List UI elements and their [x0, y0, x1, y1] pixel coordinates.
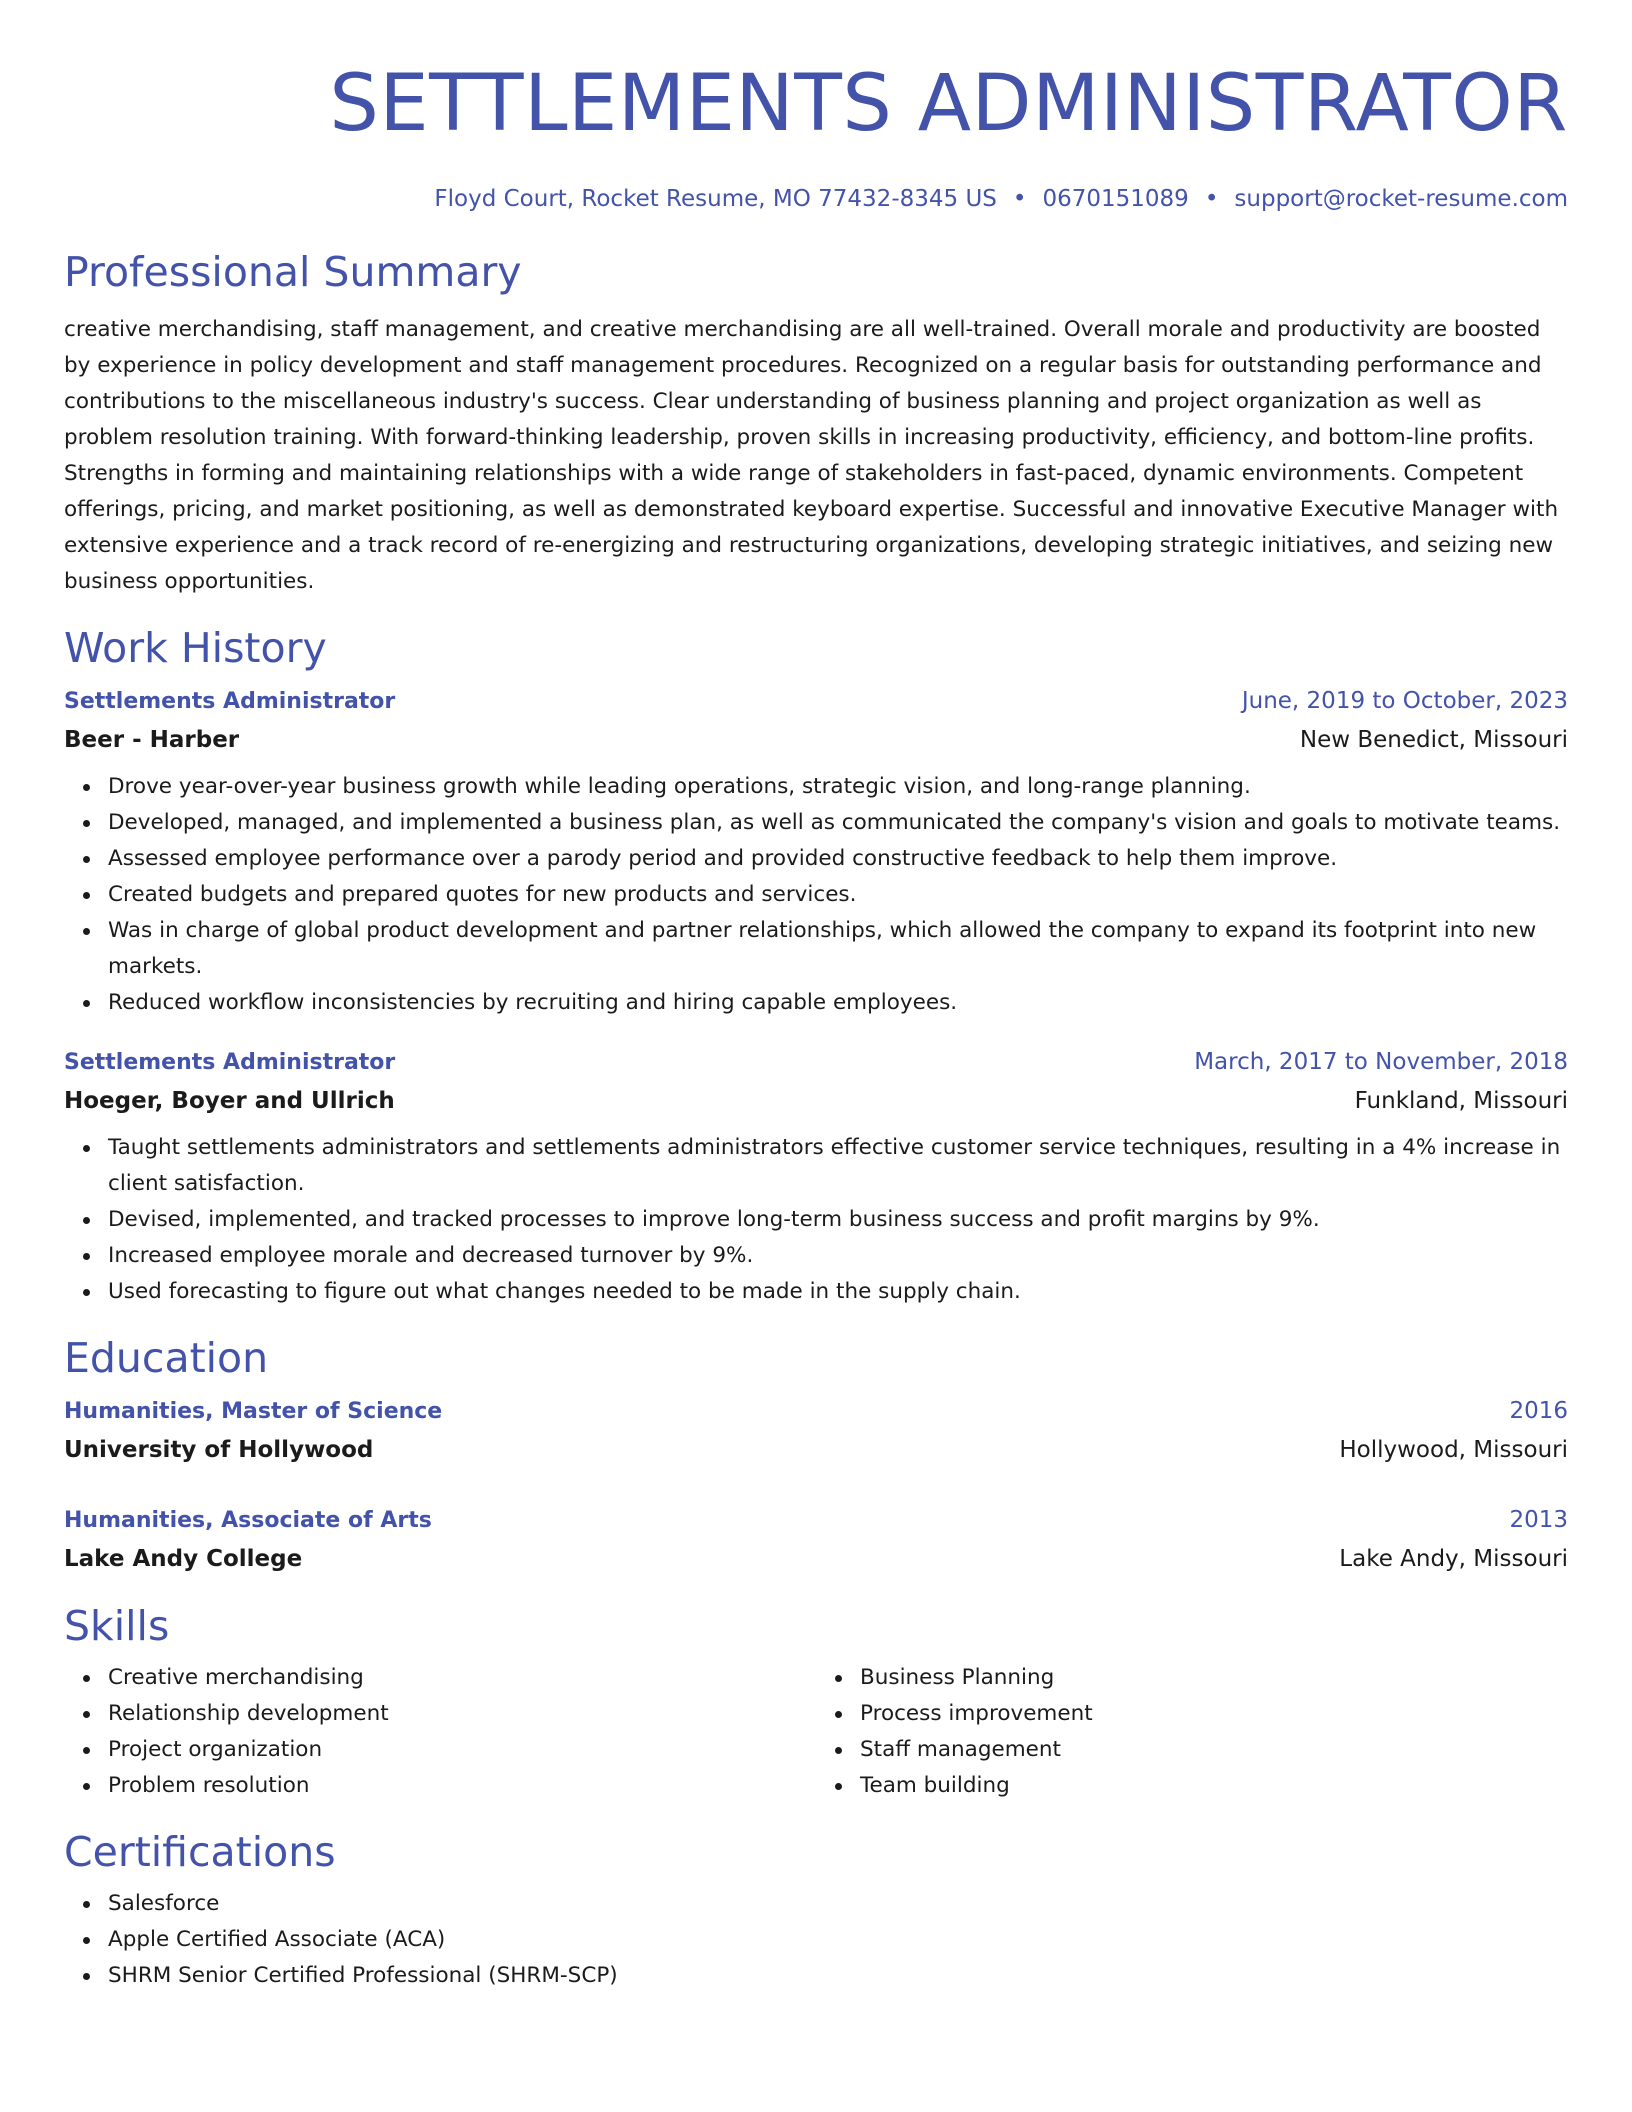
section-title-work-history: Work History	[64, 624, 327, 672]
contact-separator: •	[1204, 186, 1219, 212]
skill-item: Project organization	[108, 1732, 816, 1768]
job-entry	[64, 682, 1568, 1021]
skill-item: Creative merchandising	[108, 1660, 816, 1696]
job-bullet-list	[64, 1130, 1568, 1310]
job-location: Funkland, Missouri	[1354, 1088, 1568, 1114]
skill-item: Process improvement	[860, 1696, 1568, 1732]
summary-text: creative merchandising, staff management, and creative merchandising are all well-trained. Overall morale and productivity are boosted by experience in policy development and staff management procedures. Recognized on a regular basis for outstanding performance and contributions to the miscellaneous industry's success. Clear understanding of business planning and project organization as well as problem resolution training. With forward-thinking leadership, proven skills in increasing productivity, efficiency, and bottom-line profits. Strengths in forming and maintaining relationships with a wide range of stakeholders in fast-paced, dynamic environments. Competent offerings, pricing, and market positioning, as well as demonstrated keyboard expertise. Successful and innovative Executive Manager with extensive experience and a track record of re-energizing and restructuring organizations, developing strategic initiatives, and seizing new business opportunities.	[64, 317, 1559, 594]
list-item: Assessed employee performance over a parody period and provided constructive feedback to help them improve.	[108, 841, 1568, 877]
certification-item: SHRM Senior Certified Professional (SHRM-SCP)	[108, 1958, 1568, 1994]
education-year: 2016	[1509, 1398, 1568, 1424]
education-entry	[64, 1501, 1568, 1578]
job-employer: Beer - Harber	[64, 727, 240, 753]
skills-list-right	[816, 1660, 1568, 1804]
education-location: Lake Andy, Missouri	[1339, 1546, 1568, 1572]
list-item: Drove year-over-year business growth while leading operations, strategic vision, and long-range planning.	[108, 769, 1568, 805]
education-degree: Humanities, Master of Science	[64, 1399, 443, 1424]
skill-item: Staff management	[860, 1732, 1568, 1768]
skills-list-left	[64, 1660, 816, 1804]
list-item: Taught settlements administrators and settlements administrators effective customer service techniques, resulting in a 4% increase in client satisfaction.	[108, 1130, 1568, 1202]
job-dates: June, 2019 to October, 2023	[1241, 688, 1568, 714]
education-entry	[64, 1392, 1568, 1469]
job-entry	[64, 1043, 1568, 1310]
education-school: University of Hollywood	[64, 1437, 374, 1463]
skills-grid	[64, 1660, 1568, 1804]
education-degree: Humanities, Associate of Arts	[64, 1508, 432, 1533]
list-item: Increased employee morale and decreased turnover by 9%.	[108, 1238, 1568, 1274]
section-title-education: Education	[64, 1334, 269, 1382]
section-title-certifications: Certifications	[64, 1828, 336, 1876]
section-title-skills: Skills	[64, 1602, 170, 1650]
skill-item: Relationship development	[108, 1696, 816, 1732]
contact-line	[64, 182, 1568, 216]
list-item: Reduced workflow inconsistencies by recruiting and hiring capable employees.	[108, 985, 1568, 1021]
certification-item: Salesforce	[108, 1886, 1568, 1922]
education-school: Lake Andy College	[64, 1546, 303, 1572]
list-item: Was in charge of global product development and partner relationships, which allowed the company to expand its footprint into new markets.	[108, 913, 1568, 985]
contact-separator: •	[1012, 186, 1027, 212]
resume-name-heading: SETTLEMENTS ADMINISTRATOR	[329, 59, 1568, 149]
job-bullet-list	[64, 769, 1568, 1021]
list-item: Used forecasting to figure out what changes needed to be made in the supply chain.	[108, 1274, 1568, 1310]
job-role: Settlements Administrator	[64, 689, 396, 714]
list-item: Created budgets and prepared quotes for new products and services.	[108, 877, 1568, 913]
list-item: Developed, managed, and implemented a business plan, as well as communicated the company's vision and goals to motivate teams.	[108, 805, 1568, 841]
job-role: Settlements Administrator	[64, 1050, 396, 1075]
contact-address: Floyd Court, Rocket Resume, MO 77432-8345 US	[434, 186, 997, 212]
job-location: New Benedict, Missouri	[1299, 727, 1568, 753]
education-year: 2013	[1509, 1507, 1568, 1533]
certifications-list	[64, 1886, 1568, 1994]
contact-email[interactable]: support@rocket-resume.com	[1234, 186, 1568, 212]
job-employer: Hoeger, Boyer and Ullrich	[64, 1088, 395, 1114]
contact-phone: 0670151089	[1042, 186, 1189, 212]
list-item: Devised, implemented, and tracked processes to improve long-term business success and profit margins by 9%.	[108, 1202, 1568, 1238]
section-title-summary: Professional Summary	[64, 248, 522, 296]
resume-page	[64, 0, 1568, 1994]
education-location: Hollywood, Missouri	[1339, 1437, 1568, 1463]
skill-item: Team building	[860, 1768, 1568, 1804]
job-dates: March, 2017 to November, 2018	[1194, 1049, 1568, 1075]
skill-item: Business Planning	[860, 1660, 1568, 1696]
certification-item: Apple Certified Associate (ACA)	[108, 1922, 1568, 1958]
skill-item: Problem resolution	[108, 1768, 816, 1804]
